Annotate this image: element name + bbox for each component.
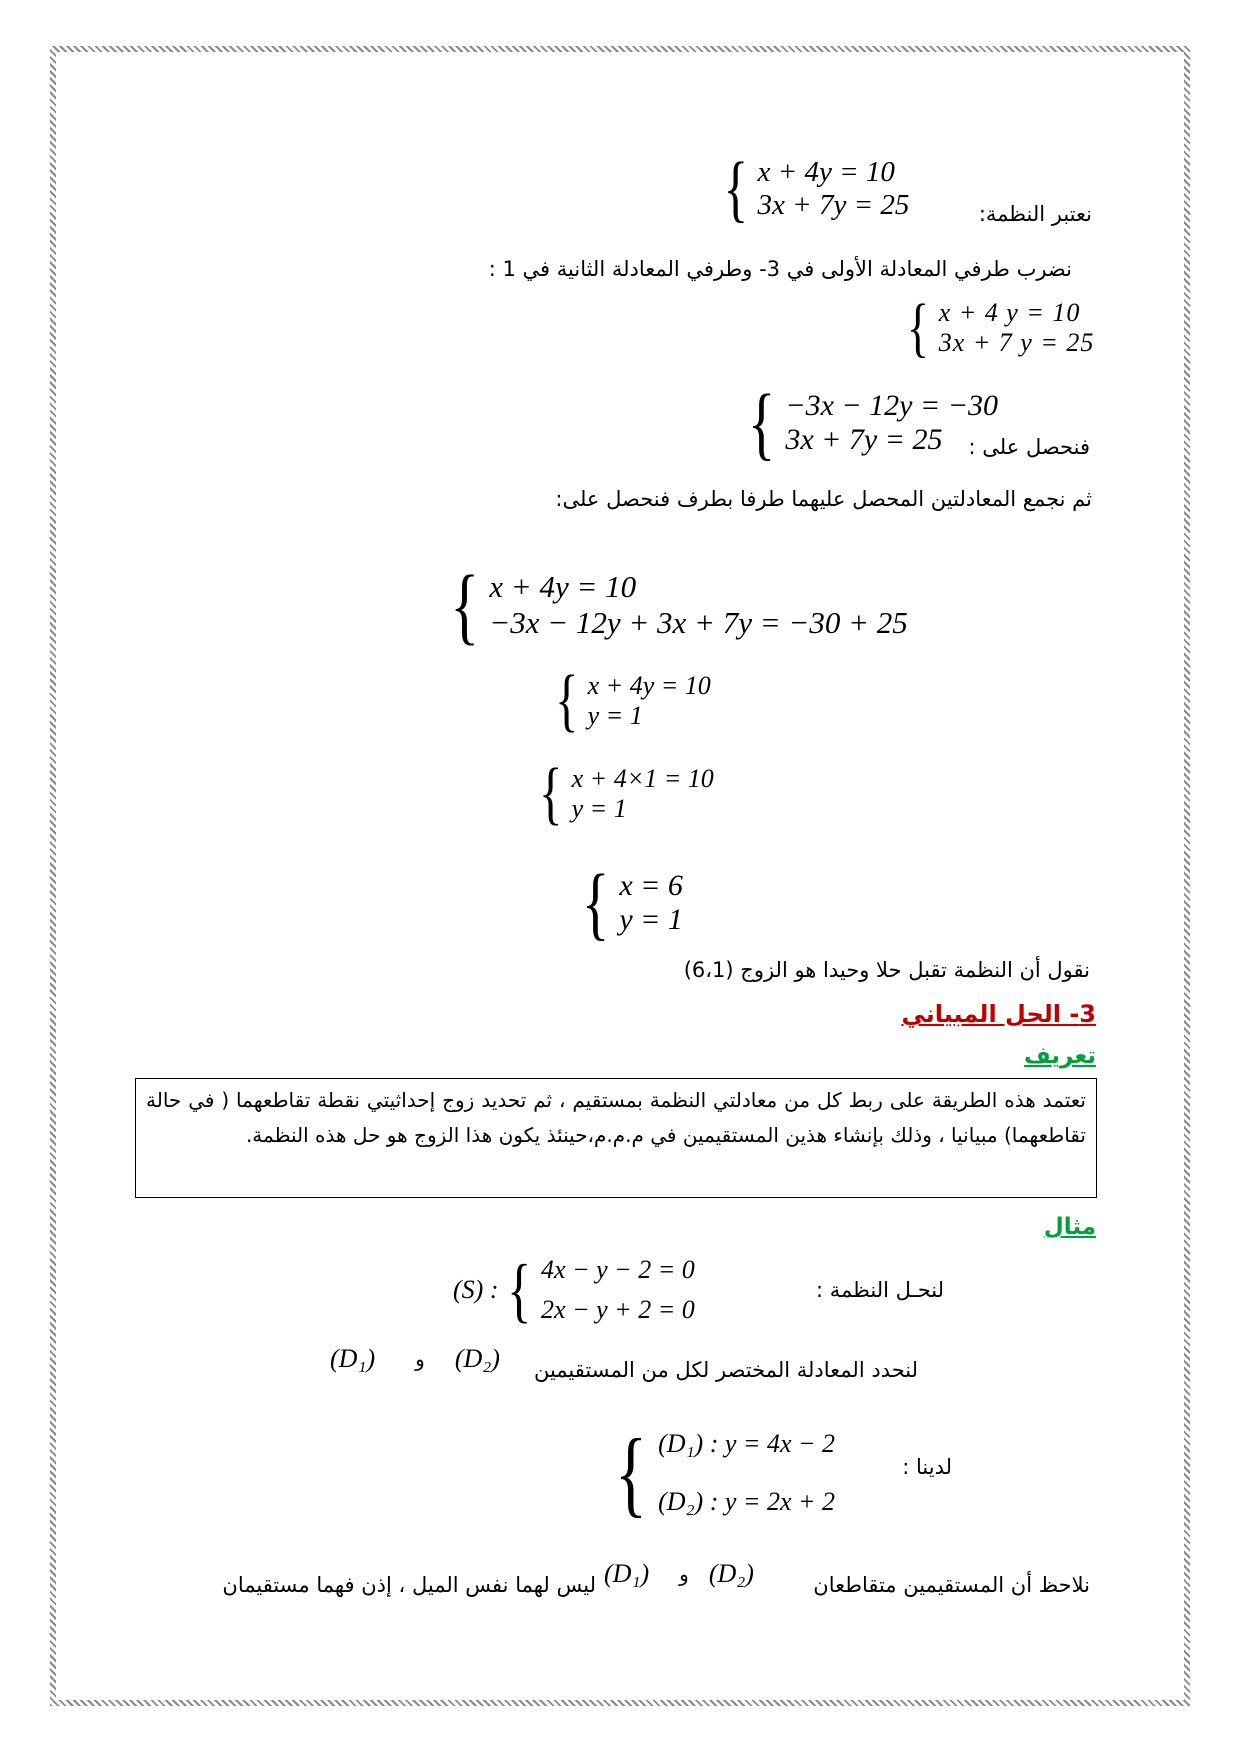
system-name: (S) : [453,1275,499,1304]
system3-eq1: −3x − 12y = −30 [785,389,998,422]
brace-icon: { [614,1419,648,1526]
reduced-eq-text: لنحدد المعادلة المختصر لكل من المستقيمين [533,1358,918,1382]
definition-title: تعريف [1024,1043,1096,1069]
lines-label: لدينا : [902,1455,952,1479]
step-add-text: ثم نجمع المعادلتين المحصل عليهما طرفا بطرف فنحصل على: [555,487,1092,511]
definition-text: تعتمد هذه الطريقة على ربط كل من معادلتي النظمة بمستقيم ، ثم تحديد زوج إحداثيتي نقطة تقاطعهما ( في حالة تقاطعهما) مبيانيا ، وذلك بإنشاء هذين المستقيمين في م.م.م،حينئذ يكون هذا الزوج هو حل هذه النظمة. [146,1088,1086,1147]
system1-label: نعتبر النظمة: [978,202,1092,226]
lines-eq1: (D₁) : y = 4x − 2 [658,1429,836,1458]
d2-label: (D₂) [454,1344,500,1373]
brace-icon: { [581,857,610,948]
lines-system [608,1415,835,1531]
system5-eq1: x + 4y = 10 [587,671,711,700]
system5-eq2: y = 1 [587,701,643,730]
brace-icon: { [723,148,749,230]
system2-eq2: 3x + 7 y = 25 [938,328,1095,357]
system2-eq1: x + 4 y = 10 [938,298,1081,327]
system3-eq2: 3x + 7y = 25 [785,423,943,456]
brace-icon: { [555,662,579,739]
brace-icon: { [747,377,776,468]
observation-part1: نلاحظ أن المستقيمين متقاطعان [813,1573,1090,1597]
system6-eq1: x + 4×1 = 10 [571,764,714,793]
system7-eq1: x = 6 [619,869,683,902]
obs-and-text: و [679,1562,689,1586]
brace-icon: { [539,755,563,832]
example-label: لنحـل النظمة : [816,1278,944,1302]
d1-label: (D₁) [330,1344,376,1373]
system3-equations [742,377,998,468]
definition-box [135,1078,1097,1198]
example-title: مثال [1043,1214,1096,1240]
obs-d1-label: (D₁) [604,1559,650,1588]
step-multiply-text: نضرب طرفي المعادلة الأولى في 3- وطرفي المعادلة الثانية في 1 : [488,257,1072,281]
system1-eq2: 3x + 7y = 25 [757,189,910,221]
system4-eq2: −3x − 12y + 3x + 7y = −30 + 25 [489,605,908,640]
example-eq1: 4x − y − 2 = 0 [541,1255,695,1284]
example-eq2: 2x − y + 2 = 0 [541,1295,695,1324]
system7-eq2: y = 1 [619,903,683,936]
system4-eq1: x + 4y = 10 [489,569,637,604]
brace-icon: { [906,291,930,364]
and-text: و [415,1347,425,1371]
system3-label: فنحصل على : [968,435,1090,459]
system5-equations [550,662,711,739]
conclusion-text: نقول أن النظمة تقبل حلا وحيدا هو الزوج (6،1) [683,958,1090,982]
example-system [453,1250,695,1330]
lines-eq2: (D₂) : y = 2x + 2 [658,1487,836,1516]
system4-equations [444,557,908,653]
system7-equations [576,857,683,948]
system2-equations [902,291,1095,364]
obs-d2-label: (D₂) [708,1559,754,1588]
brace-icon: { [507,1250,532,1330]
reduced-eq-lines [330,1344,500,1374]
brace-icon: { [450,557,480,653]
observation-part2: ليس لهما نفس الميل ، إذن فهما مستقيمان [222,1573,596,1597]
observation-lines [604,1559,754,1589]
system1-equations [718,148,910,230]
system6-eq2: y = 1 [571,794,627,823]
system6-equations [534,755,714,832]
section-title: 3- الحل المبياني [901,1000,1096,1028]
system1-eq1: x + 4y = 10 [757,156,895,188]
